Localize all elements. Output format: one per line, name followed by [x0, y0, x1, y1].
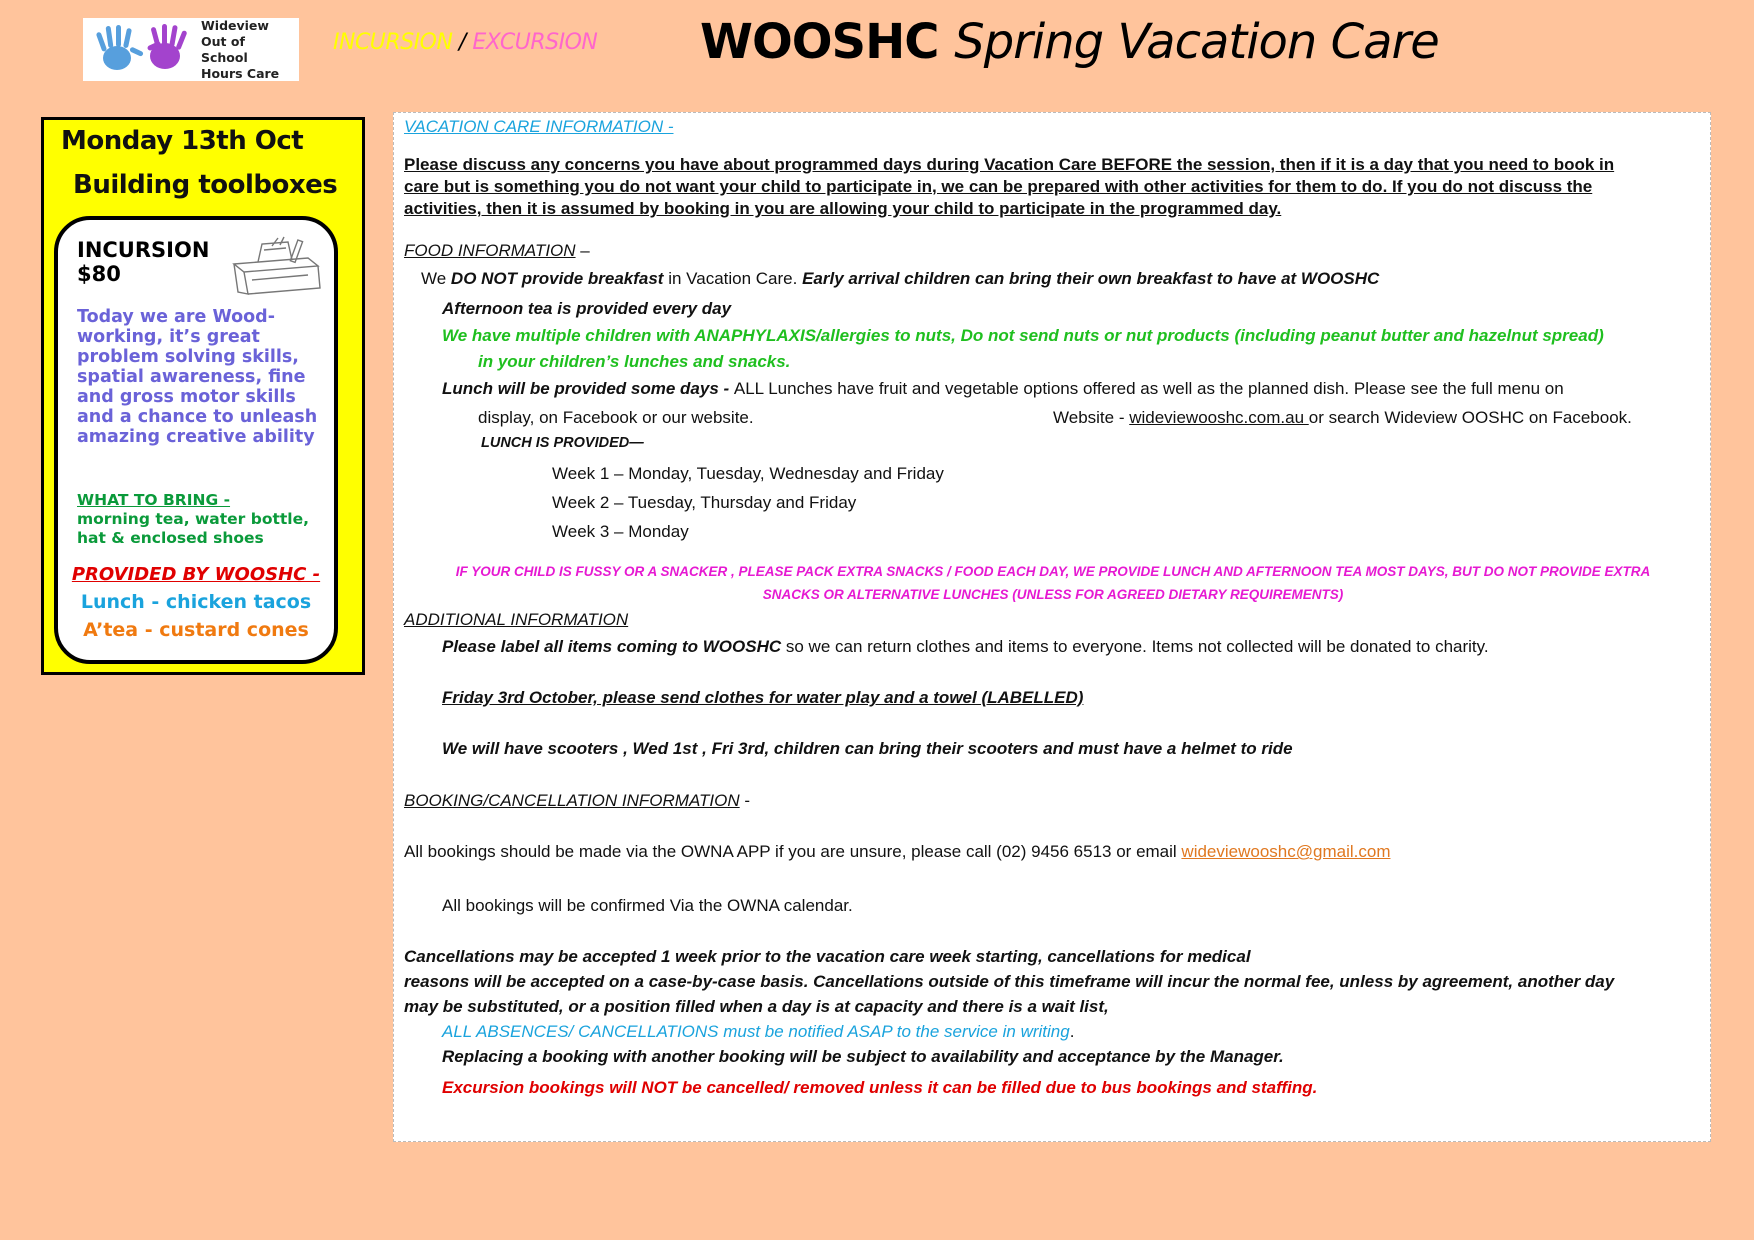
day-date: Monday 13th Oct: [61, 126, 304, 156]
afternoon-tea-menu: A’tea - custard cones: [83, 619, 309, 641]
wideview-logo: [83, 18, 299, 81]
what-to-bring-items: morning tea, water bottle, hat & enclosed shoes: [77, 510, 310, 547]
info-panel: [393, 112, 1711, 1142]
cancel-line-1: Cancellations may be accepted 1 week prior to the vacation care week starting, cancellations for medical: [404, 947, 1251, 966]
label-items-line: [442, 637, 1489, 657]
title-italic: Spring Vacation Care: [954, 14, 1439, 70]
bookings-line: [404, 842, 1390, 862]
week-1: Week 1 – Monday, Tuesday, Wednesday and Friday: [552, 464, 944, 483]
activity-description: Today we are Wood-working, it’s great problem solving skills, spatial awareness, fine and gross motor skills and a chance to unleash amazing creative ability: [77, 307, 318, 447]
lunch-rest: ALL Lunches have fruit and vegetable options offered as well as the planned dish. Please see the full menu on: [733, 379, 1564, 398]
label-items-bold: Please label all items coming to WOOSHC: [442, 637, 782, 656]
food-heading-dash: –: [575, 241, 590, 260]
logo-line-1: Wideview: [201, 17, 269, 33]
legend-separator: /: [452, 30, 473, 55]
scooters-note: We will have scooters , Wed 1st , Fri 3rd, children can bring their scooters and must have a helmet to ride: [442, 739, 1293, 758]
fussy-line-2: SNACKS OR ALTERNATIVE LUNCHES (UNLESS FOR AGREED DIETARY REQUIREMENTS): [762, 587, 1344, 602]
lunch-bold: Lunch will be provided some days -: [442, 379, 734, 398]
email-link[interactable]: wideviewooshc@gmail.com: [1181, 842, 1391, 861]
title-plain: WOOSHC: [700, 14, 955, 70]
bookings-text: All bookings should be made via the OWNA APP if you are unsure, please call (02) 9456 6513 or email: [404, 842, 1182, 861]
lunch-provided-label: LUNCH IS PROVIDED—: [481, 435, 644, 451]
afternoon-tea-note: Afternoon tea is provided every day: [442, 299, 732, 318]
logo-line-2: Out of School: [201, 33, 248, 65]
cancel-line-3: may be substituted, or a position filled when a day is at capacity and there is a wait list,: [404, 997, 1109, 1016]
concerns-line-1: Please discuss any concerns you have about programmed days during Vacation Care BEFORE the session, then if it is a day that you need to book in: [404, 155, 1615, 174]
allergy-line-1: We have multiple children with ANAPHYLAXIS/allergies to nuts, Do not send nuts or nut products (including peanut butter and hazelnut spread): [442, 326, 1604, 345]
food-heading-line: [404, 241, 590, 261]
logo-text: [201, 18, 293, 82]
cancel-line-2: reasons will be accepted on a case-by-case basis. Cancellations outside of this timeframe will incur the normal fee, unless by agreement, another day: [404, 972, 1615, 991]
replacing-note: Replacing a booking with another booking will be subject to availability and acceptance by the Manager.: [442, 1047, 1284, 1066]
breakfast-line: [421, 269, 1379, 289]
concerns-line-3: activities, then it is assumed by booking in you are allowing your child to participate in the programmed day.: [404, 199, 1282, 218]
activity-type-label: INCURSION: [77, 238, 210, 262]
toolbox-icon: [228, 236, 324, 298]
week-3: Week 3 – Monday: [552, 522, 689, 541]
excursion-word: EXCURSION: [472, 30, 598, 55]
booking-heading-dash: -: [739, 791, 751, 810]
lunch-menu: Lunch - chicken tacos: [80, 591, 312, 613]
website-link[interactable]: wideviewooshc.com.au: [1129, 408, 1309, 427]
absences-note: ALL ABSENCES/ CANCELLATIONS must be notified ASAP to the service in writing: [442, 1022, 1070, 1041]
activity-price: $80: [77, 262, 121, 286]
excursion-cancel-note: Excursion bookings will NOT be cancelled/ removed unless it can be filled due to bus bookings and staffing.: [442, 1078, 1318, 1097]
day-card: [41, 117, 365, 675]
info-heading: VACATION CARE INFORMATION -: [404, 117, 674, 136]
website-suffix: or search Wideview OOSHC on Facebook.: [1308, 408, 1632, 427]
absences-end: .: [1069, 1022, 1075, 1041]
incursion-excursion-legend: [333, 30, 597, 55]
breakfast-bold: DO NOT provide breakfast: [450, 269, 664, 288]
label-items-rest: so we can return clothes and items to everyone. Items not collected will be donated to charity.: [781, 637, 1489, 656]
lunch-line: [442, 379, 1564, 399]
day-activity: Building toolboxes: [73, 170, 338, 200]
page-title: [700, 14, 1439, 70]
bookings-confirmed: All bookings will be confirmed Via the OWNA calendar.: [442, 896, 853, 915]
what-to-bring-label: WHAT TO BRING -: [77, 491, 231, 509]
handprints-icon: [89, 22, 197, 78]
website-prefix: Website -: [1053, 408, 1130, 427]
absences-line: [442, 1022, 1074, 1042]
concerns-line-2: care but is something you do not want your child to participate in, we can be prepared with other activities for them to do. If you do not discuss the: [404, 177, 1593, 196]
fussy-line-1: IF YOUR CHILD IS FUSSY OR A SNACKER , PLEASE PACK EXTRA SNACKS / FOOD EACH DAY, WE PROVIDE LUNCH AND AFTERNOON TEA MOST DAYS, BUT DO NOT PROVIDE EXTRA: [455, 564, 1651, 579]
activity-details-card: [54, 216, 338, 664]
booking-heading-line: [404, 791, 750, 811]
incursion-word: INCURSION: [333, 30, 453, 55]
breakfast-we: We: [421, 269, 451, 288]
friday-note: Friday 3rd October, please send clothes for water play and a towel (LABELLED): [442, 688, 1084, 707]
website-line: [1053, 408, 1632, 428]
allergy-line-2: in your children’s lunches and snacks.: [478, 352, 791, 371]
additional-heading: ADDITIONAL INFORMATION: [404, 610, 629, 629]
week-2: Week 2 – Tuesday, Thursday and Friday: [552, 493, 857, 512]
display-line: display, on Facebook or our website.: [478, 408, 754, 427]
booking-heading: BOOKING/CANCELLATION INFORMATION: [404, 791, 740, 810]
provided-label: PROVIDED BY WOOSHC -: [71, 564, 321, 585]
logo-line-3: Hours Care: [201, 65, 280, 81]
activity-type: [77, 238, 209, 286]
breakfast-end: Early arrival children can bring their own breakfast to have at WOOSHC: [802, 269, 1380, 288]
food-heading: FOOD INFORMATION: [404, 241, 576, 260]
breakfast-mid: in Vacation Care.: [663, 269, 803, 288]
